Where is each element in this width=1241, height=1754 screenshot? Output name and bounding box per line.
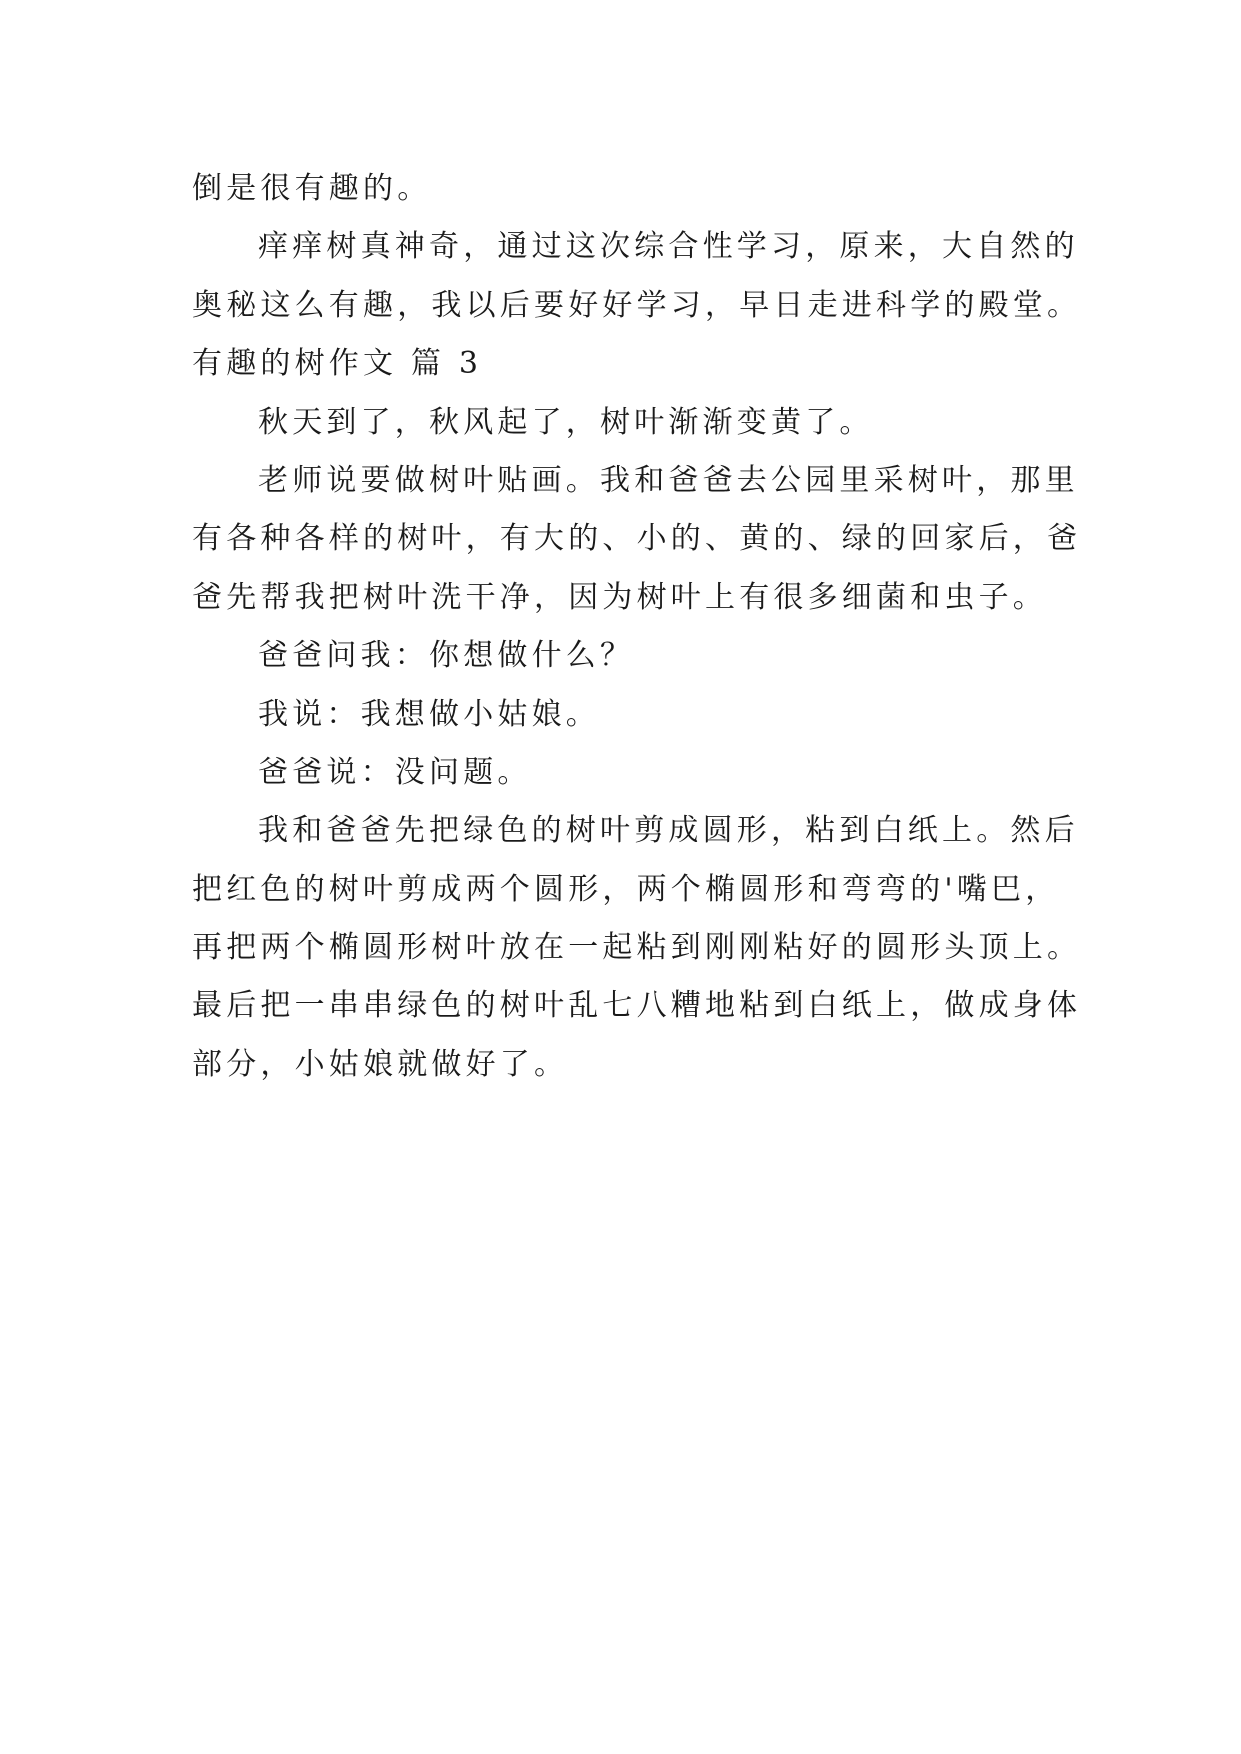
paragraph-line: 最后把一串串绿色的树叶乱七八糟地粘到白纸上，做成身体 bbox=[192, 988, 1082, 1024]
paragraph-line: 老师说要做树叶贴画。我和爸爸去公园里采树叶，那里 bbox=[258, 462, 1079, 498]
paragraph-line: 爸先帮我把树叶洗干净，因为树叶上有很多细菌和虫子。 bbox=[192, 579, 1047, 615]
paragraph-line: 爸爸说：没问题。 bbox=[258, 754, 532, 790]
paragraph-line: 把红色的树叶剪成两个圆形，两个椭圆形和弯弯的'嘴巴， bbox=[192, 871, 1060, 907]
paragraph-line: 再把两个椭圆形树叶放在一起粘到刚刚粘好的圆形头顶上。 bbox=[192, 930, 1082, 966]
paragraph-line: 秋天到了，秋风起了，树叶渐渐变黄了。 bbox=[258, 404, 874, 440]
paragraph-line: 有各种各样的树叶，有大的、小的、黄的、绿的回家后，爸 bbox=[192, 521, 1082, 557]
paragraph-continuation-line: 倒是很有趣的。 bbox=[192, 171, 432, 206]
paragraph-line: 爸爸问我：你想做什么？ bbox=[258, 638, 635, 674]
paragraph-line: 痒痒树真神奇，通过这次综合性学习，原来，大自然的 bbox=[258, 229, 1079, 265]
paragraph-line: 我说：我想做小姑娘。 bbox=[258, 696, 600, 732]
paragraph-line: 奥秘这么有趣，我以后要好好学习，早日走进科学的殿堂。 bbox=[192, 287, 1082, 323]
paragraph-line: 我和爸爸先把绿色的树叶剪成圆形，粘到白纸上。然后 bbox=[258, 813, 1079, 849]
paragraph-line: 部分，小姑娘就做好了。 bbox=[192, 1046, 569, 1082]
document-body bbox=[192, 160, 1082, 1094]
section-heading: 有趣的树作文 篇 3 bbox=[192, 346, 483, 382]
